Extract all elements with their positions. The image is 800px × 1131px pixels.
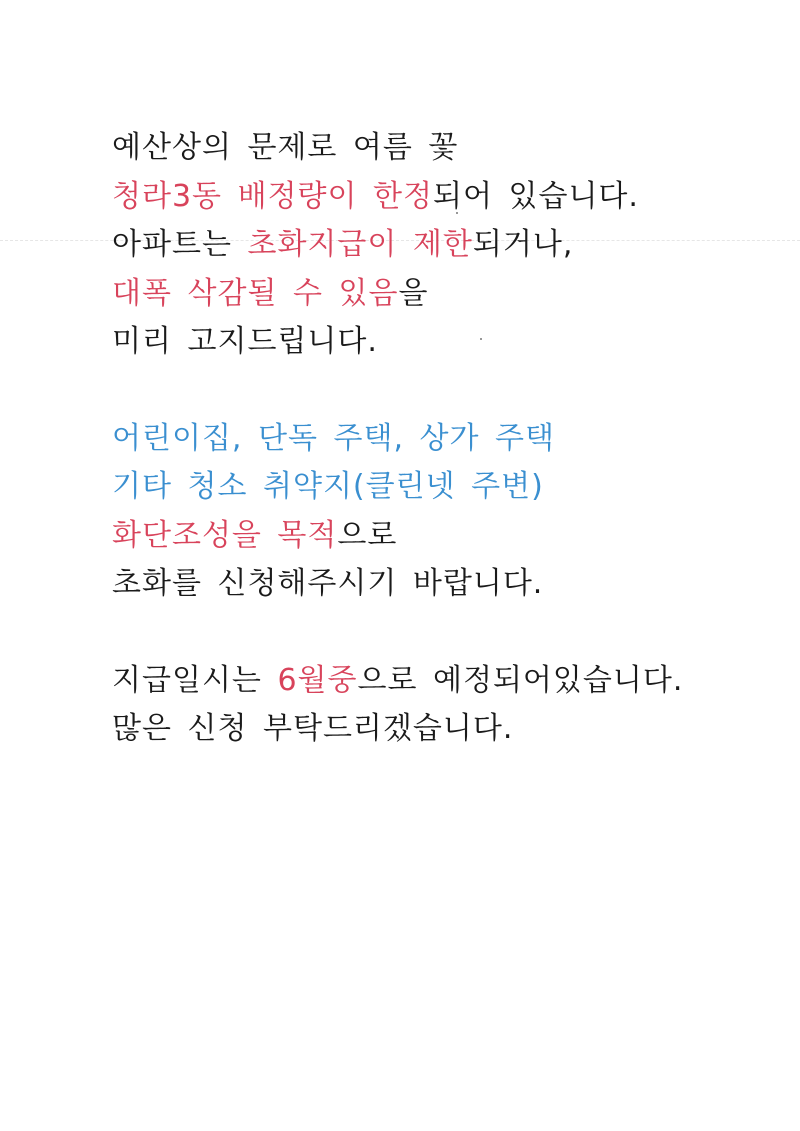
notice-line [112, 270, 772, 319]
notice-text-emphasis: 초화지급이 제한 [247, 227, 473, 262]
notice-text: 되어 있습니다. [432, 178, 639, 214]
notice-body [112, 124, 772, 754]
notice-text: 예산상의 문제로 여름 꽃 [112, 130, 459, 165]
notice-text: 으로 [337, 517, 398, 553]
notice-text: 많은 신청 부탁드리겠습니다. [112, 711, 514, 746]
notice-text: 미리 고지드립니다. [112, 324, 378, 359]
notice-line [112, 173, 772, 222]
notice-line [112, 221, 772, 270]
notice-text: 되거나, [472, 227, 574, 262]
notice-text-emphasis: 대폭 삭감될 수 있음 [112, 275, 399, 311]
notice-text-emphasis: 청라3동 배정량이 한정 [112, 178, 433, 214]
notice-text: 초화를 신청해주시기 바랍니다. [112, 566, 544, 601]
notice-text-emphasis: 6월중 [277, 662, 358, 698]
notice-text: 을 [398, 275, 429, 311]
notice-text-emphasis: 화단조성을 목적 [112, 517, 338, 553]
notice-paragraph-schedule [112, 657, 772, 754]
notice-text: 아파트는 [112, 227, 248, 262]
notice-line [112, 124, 772, 173]
notice-paragraph-eligibility [112, 415, 772, 609]
notice-line [112, 463, 772, 512]
notice-text: 지급일시는 [112, 662, 278, 698]
notice-text-target: 어린이집, 단독 주택, 상가 주택 [112, 420, 555, 456]
notice-text-target: 기타 청소 취약지(클린넷 주변) [112, 469, 544, 504]
notice-line [112, 318, 772, 367]
notice-line [112, 705, 772, 754]
notice-line [112, 415, 772, 464]
notice-line [112, 560, 772, 609]
notice-text: 으로 예정되어있습니다. [357, 662, 684, 698]
notice-line [112, 512, 772, 561]
notice-line [112, 657, 772, 706]
notice-paragraph-budget [112, 124, 772, 367]
